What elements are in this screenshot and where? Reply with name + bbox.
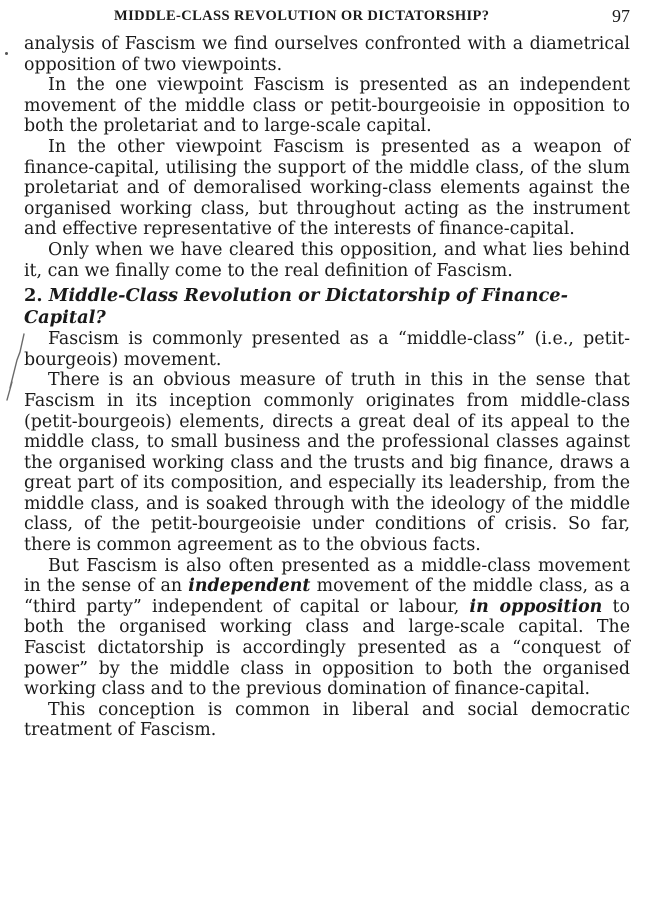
section-number: 2. bbox=[24, 285, 43, 307]
paragraph-5: Fascism is commonly presented as a “middle-class” (i.e., petit-bourgeois) movement. bbox=[24, 329, 630, 370]
body-text bbox=[24, 34, 630, 741]
paragraph-3: In the other viewpoint Fascism is presented as a weapon of finance-capital, utilising the support of the middle class, of the slum proletariat and of demoralised working-class elements against the organised working class, but throughout acting as the instrument and effective representative of the interests of finance-capital. bbox=[24, 136, 630, 240]
margin-dot-mark bbox=[5, 52, 8, 55]
paragraph-7-part-b: movement of the middle class, as a “third party” independent of capital or labour, bbox=[24, 576, 630, 617]
paragraph-1: analysis of Fascism we find ourselves confronted with a diametrical opposition of two viewpoints. bbox=[24, 34, 630, 75]
section-heading bbox=[24, 285, 630, 329]
emphasis-independent: independent bbox=[188, 576, 311, 597]
paragraph-2: In the one viewpoint Fascism is presented as an independent movement of the middle class or petit-bourgeoisie in opposition to both the proletariat and to large-scale capital. bbox=[24, 75, 630, 137]
paragraph-4: Only when we have cleared this opposition, and what lies behind it, can we finally come to the real definition of Fascism. bbox=[24, 239, 630, 281]
paragraph-8: This conception is common in liberal and social democratic treatment of Fascism. bbox=[24, 699, 630, 741]
running-title: MIDDLE-CLASS REVOLUTION OR DICTATORSHIP? bbox=[114, 8, 490, 24]
section-title: Middle-Class Revolution or Dictatorship of Finance-Capital? bbox=[24, 285, 568, 329]
running-header bbox=[24, 0, 630, 34]
page-number: 97 bbox=[612, 6, 630, 26]
paragraph-7-part-a: But Fascism is also often presented as a middle-class movement in the sense of an bbox=[24, 555, 630, 597]
paragraph-7-part-c: to both the organised working class and large-scale capital. The Fascist dictatorship is accordingly presented as a “conquest of power” by the middle class in opposition to both the organised working class and to the previous domination of finance-capital. bbox=[24, 596, 630, 700]
paragraph-6: There is an obvious measure of truth in this in the sense that Fascism in its inception commonly originates from middle-class (petit-bourgeois) elements, directs a great deal of its appeal to the middle class, to small business and the professional classes against the organised working class and the trusts and big finance, draws a great part of its composition, and especially its leadership, from the middle class, and is soaked through with the ideology of the middle class, of the petit-bourgeoisie under conditions of crisis. So far, there is common agreement as to the obvious facts. bbox=[24, 370, 630, 556]
paragraph-7 bbox=[24, 556, 630, 700]
emphasis-in-opposition: in opposition bbox=[469, 596, 603, 617]
book-page bbox=[24, 0, 630, 741]
